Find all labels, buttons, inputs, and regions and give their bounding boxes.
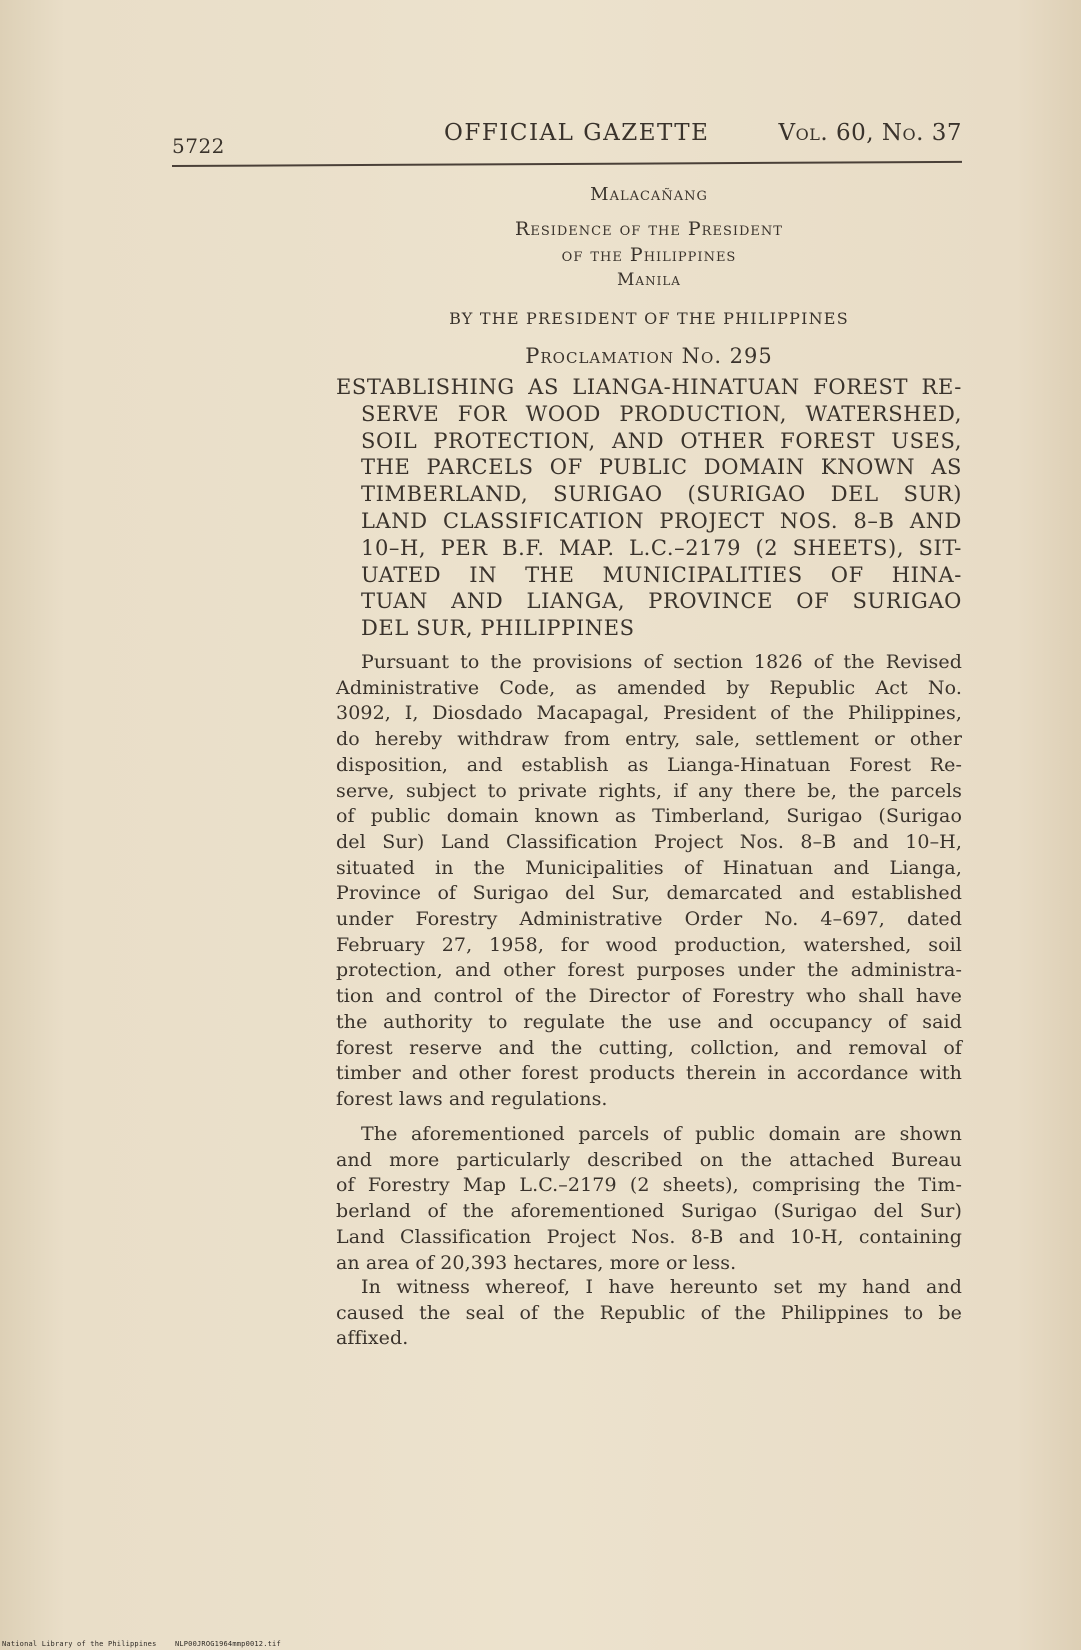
title-line: DEL SUR, PHILIPPINES: [361, 616, 635, 641]
text-line: The aforementioned parcels of public domain are shown: [361, 1123, 962, 1145]
volume-number: Vol. 60, No. 37: [778, 120, 962, 146]
text-line: the authority to regulate the use and occupancy of said: [336, 1010, 962, 1033]
office-heading: Malacañang: [590, 184, 708, 205]
text-line: do hereby withdraw from entry, sale, settlement or other: [336, 728, 962, 751]
text-line: Province of Surigao del Sur, demarcated and established: [336, 882, 962, 905]
text-line: and more particularly described on the attached Bureau: [336, 1148, 962, 1171]
text-line: Land Classification Project Nos. 8-B and 10-H, containing: [336, 1225, 962, 1248]
text-line: berland of the aforementioned Surigao (Surigao del Sur): [336, 1200, 962, 1223]
title-line: TIMBERLAND, SURIGAO (SURIGAO DEL SUR): [361, 482, 962, 507]
text-line: of public domain known as Timberland, Surigao (Surigao: [336, 805, 962, 828]
proclamation-title: [336, 374, 962, 642]
text-line: serve, subject to private rights, if any there be, the parcels: [336, 779, 962, 802]
text-line: del Sur) Land Classification Project Nos. 8–B and 10–H,: [336, 830, 962, 853]
page-number: 5722: [172, 134, 225, 158]
text-line: forest laws and regulations.: [336, 1087, 608, 1110]
title-line: THE PARCELS OF PUBLIC DOMAIN KNOWN AS: [361, 455, 962, 480]
text-line: situated in the Municipalities of Hinatuan and Lianga,: [336, 856, 962, 879]
text-line: caused the seal of the Republic of the Philippines to be: [336, 1301, 962, 1324]
header-rule: [172, 161, 962, 167]
text-line: Administrative Code, as amended by Republic Act No.: [336, 676, 962, 699]
scan-filename: NLP00JROG1964mmp0012.tif: [174, 1640, 281, 1648]
title-line: 10–H, PER B.F. MAP. L.C.–2179 (2 SHEETS), SIT-: [361, 535, 962, 560]
text-line: forest reserve and the cutting, collction, and removal of: [336, 1036, 962, 1059]
text-line: protection, and other forest purposes under the administra-: [336, 959, 962, 982]
title-line: SERVE FOR WOOD PRODUCTION, WATERSHED,: [361, 401, 962, 426]
text-line: In witness whereof, I have hereunto set my hand and: [361, 1276, 962, 1298]
scan-footer: [2, 1640, 295, 1648]
paragraph-witness: [336, 1275, 962, 1352]
text-line: of Forestry Map L.C.–2179 (2 sheets), comprising the Tim-: [336, 1174, 962, 1197]
library-credit: National Library of the Philippines: [2, 1640, 157, 1648]
residence-heading-line1: Residence of the President: [515, 218, 783, 240]
gazette-title: OFFICIAL GAZETTE: [444, 120, 710, 146]
title-line: TUAN AND LIANGA, PROVINCE OF SURIGAO: [361, 589, 962, 614]
city-heading: Manila: [617, 270, 681, 290]
text-line: affixed.: [336, 1327, 409, 1350]
title-line: LAND CLASSIFICATION PROJECT NOS. 8–B AND: [361, 508, 962, 533]
paragraph-parcels: [336, 1122, 962, 1276]
residence-heading-line2: of the Philippines: [561, 244, 737, 266]
text-line: 3092, I, Diosdado Macapagal, President of the Philippines,: [336, 702, 962, 725]
text-line: timber and other forest products therein in accordance with: [336, 1062, 962, 1085]
title-line: UATED IN THE MUNICIPALITIES OF HINA-: [361, 562, 962, 587]
proclamation-number: Proclamation No. 295: [525, 344, 773, 368]
text-line: tion and control of the Director of Forestry who shall have: [336, 985, 962, 1008]
text-line: disposition, and establish as Lianga-Hinatuan Forest Re-: [336, 753, 962, 776]
text-line: February 27, 1958, for wood production, watershed, soil: [336, 933, 962, 956]
text-line: an area of 20,393 hectares, more or less.: [336, 1251, 737, 1274]
text-line: under Forestry Administrative Order No. 4–697, dated: [336, 908, 962, 931]
authority-heading: BY THE PRESIDENT OF THE PHILIPPINES: [449, 309, 849, 328]
page-header: [172, 118, 962, 158]
title-line: SOIL PROTECTION, AND OTHER FOREST USES,: [361, 428, 962, 453]
paragraph-pursuant: [336, 650, 962, 1113]
text-line: Pursuant to the provisions of section 1826 of the Revised: [361, 651, 962, 673]
title-line: ESTABLISHING AS LIANGA-HINATUAN FOREST RE-: [336, 375, 962, 399]
